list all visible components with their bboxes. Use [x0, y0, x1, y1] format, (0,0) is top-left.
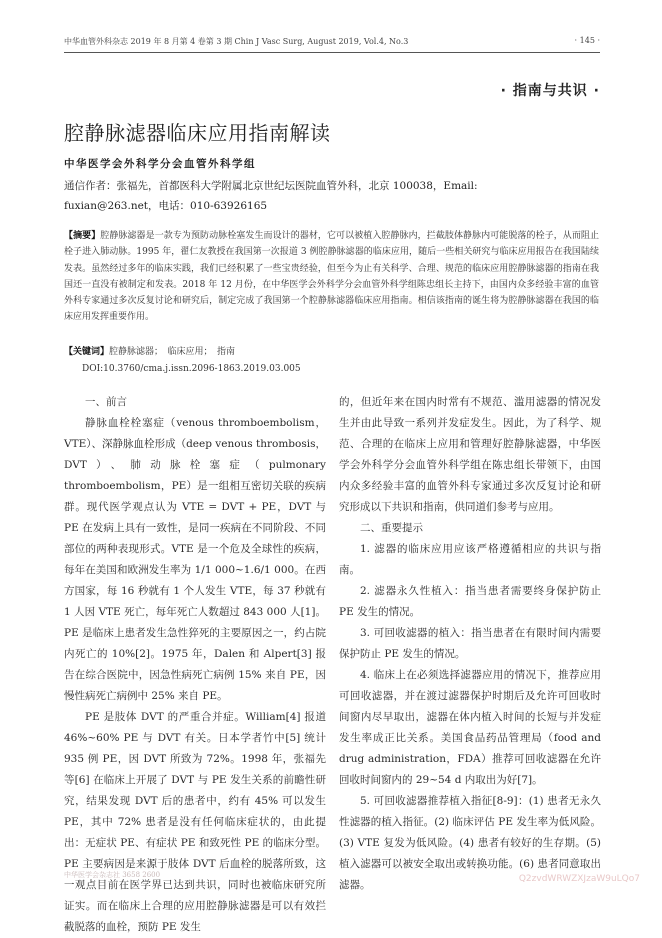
doi: DOI:10.3760/cma.j.issn.2096-1863.2019.03.005 — [82, 364, 301, 374]
paragraph: PE 是肢体 DVT 的严重合并症。William[4] 报道 46%~60% PE 与 DVT 有关。日本学者竹中[5] 统计 935 例 PE，因 DVT 所致为 72%。1998 年，张福先等[6] 在临床上开展了 DVT 与 PE 发生关系的前瞻性研究，结果发现 DVT 后的患者中，约有 45% 可以发生 PE，其中 72% 患者是没有任何临床症状的，由此提出：无症状 PE、有症状 PE 和致死性 PE 的临床分型。PE 主要病因是来源于肢体 DVT 后血栓的脱落所致，这一观点目前在医学界已达到共识，同时也被临床研究所证实。而在临床上合理的应用腔静脉滤器是可以有效拦截脱落的血栓，预防 PE 发生 — [64, 711, 326, 933]
paragraph: 静脉血栓栓塞症（venous thromboembolism，VTE）、深静脉血栓形成（deep venous thrombosis，DVT）、肺动脉栓塞症（pulmonary thromboembolism，PE）是一组相互密切关联的疾病群。现代医学观点认为 VTE = DVT + PE，DVT 与 PE 在发病上具有一致性，是同一疾病在不同阶段、不同部位的两种表现形式。VTE 是一个危及全球性的疾病，每年在美国和欧洲发生率为 1/1 000~1.6/1 000。在西方国家，每 16 秒就有 1 个人发生 VTE，每 37 秒就有 1 人因 VTE 死亡，每年死亡人数超过 843 000 人[1]。PE 是临床上患者发生急性猝死的主要原因之一，约占院内死亡的 10%[2]。1975 年，Dalen 和 Alpert[3] 报告在综合医院中，因急性病死亡病例 15% 来自 PE，因慢性病死亡病例中 25% 来自 PE。 — [64, 417, 326, 702]
keywords-text: 腔静脉滤器； 临床应用； 指南 — [109, 347, 236, 357]
abstract-label: 【摘要】 — [64, 231, 101, 241]
abstract-text: 腔静脉滤器是一款专为预防动脉栓塞发生而设计的器材，它可以被植入腔静脉内，拦截肢体静脉内可能脱落的栓子，从而阻止栓子进入肺动脉。1995 年，翟仁友教授在我国第一次报道 3 例腔静脉滤器的临床应用，随后一些相关研究与临床应用报告在我国陆续发表。虽然经过多年的临床实践，我们已经积累了一些宝贵经验，但至今为止有关科学、合理、规范的临床应用腔静脉滤器的指南在我国还一直没有被制定和发表。2018 年 12 月份，在中华医学会外科学分会血管外科学组陈忠组长主持下，由国内众多经验丰富的血管外科专家通过多次反复讨论和研究后，制定完成了我国第一个腔静脉滤器临床应用指南。相信该指南的诞生将为腔静脉滤器在我国的临床应用发挥重要作用。 — [64, 231, 599, 323]
page-number: · 145 · — [574, 36, 600, 45]
right-column — [339, 392, 601, 896]
publisher-footer: 中华医学会杂志社 3658 2600 — [64, 871, 161, 879]
author-organization: 中华医学会外科学分会血管外科学组 — [64, 158, 256, 170]
footer-code: Q2zvdWRWZXJzaW9uLQo7 — [518, 874, 640, 884]
correspondence-line-1: 通信作者：张福先，首都医科大学附属北京世纪坛医院血管外科，北京 100038，Email: — [64, 180, 478, 192]
article-title: 腔静脉滤器临床应用指南解读 — [64, 121, 331, 145]
abstract — [64, 228, 599, 326]
list-item: 2. 滤器永久性植入：指当患者需要终身保护防止 PE 发生的情况。 — [339, 585, 601, 618]
list-item: 5. 可回收滤器推荐植入指征[8-9]：(1) 患者无永久性滤器的植入指征。(2) 临床评估 PE 发生率为低风险。(3) VTE 复发为低风险。(4) 患者有较好的生存期。(5) 植入滤器可以被安全取出或转换功能。(6) 患者同意取出滤器。 — [339, 795, 601, 891]
header-rule — [64, 52, 600, 53]
correspondence — [64, 176, 604, 216]
journal-header: 中华血管外科杂志 2019 年 8 月第 4 卷第 3 期 Chin J Vasc Surg, August 2019, Vol.4, No.3 — [64, 37, 409, 46]
section-heading: 一、前言 — [85, 396, 127, 408]
left-column — [64, 392, 326, 938]
list-item: 3. 可回收滤器的植入：指当患者在有限时间内需要保护防止 PE 发生的情况。 — [339, 627, 601, 660]
list-item: 4. 临床上在必须选择滤器应用的情况下，推荐应用可回收滤器，并在渡过滤器保护时期后及允许可回收时间窗内尽早取出，滤器在体内植入时间的长短与并发症发生率成正比关系。美国食品药品管理局（food and drug administration，FDA）推荐可回收滤器在允许回收时间窗内的 29~54 d 内取出为好[7]。 — [339, 669, 601, 786]
list-item: 1. 滤器的临床应用应该严格遵循相应的共识与指南。 — [339, 543, 601, 576]
section-label: · 指南与共识 · — [500, 83, 600, 99]
section-heading: 二、重要提示 — [360, 522, 423, 534]
correspondence-line-2: fuxian@263.net，电话：010-63926165 — [64, 200, 268, 212]
keywords-label: 【关键词】 — [64, 347, 110, 357]
keywords — [64, 344, 235, 357]
paragraph-continued: 的，但近年来在国内时常有不规范、滥用滤器的情况发生并由此导致一系列并发症发生。因此，为了科学、规范、合理的在临床上应用和管理好腔静脉滤器，中华医学会外科学分会血管外科学组在陈忠组长带领下，由国内众多经验丰富的血管外科专家通过多次反复讨论和研究形成以下共识和指南，供同道们参考与应用。 — [339, 396, 601, 513]
